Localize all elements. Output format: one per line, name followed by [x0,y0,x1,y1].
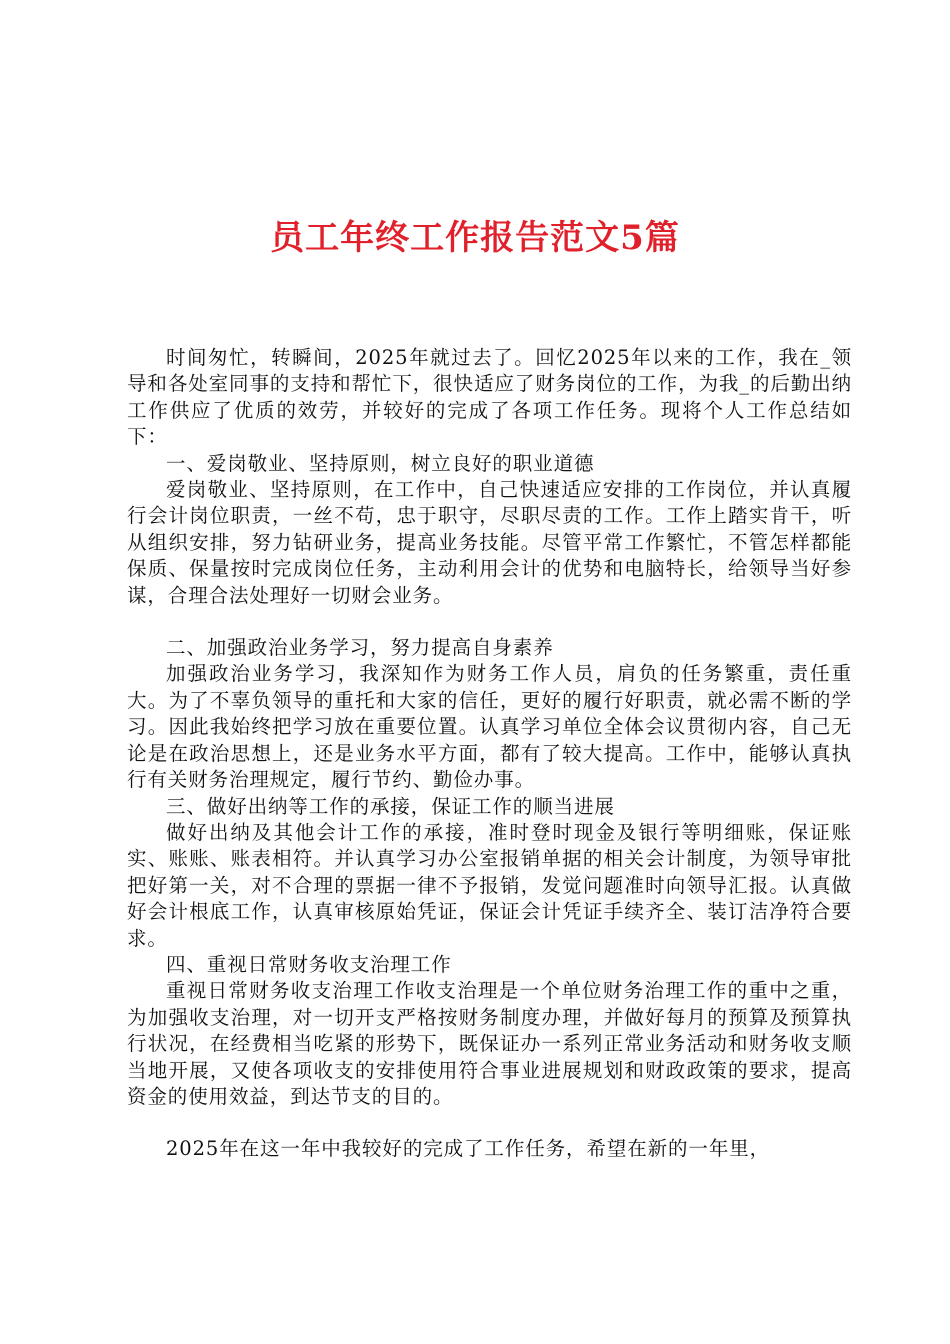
document-title: 员工年终工作报告范文5篇 [270,218,680,258]
document-body [127,345,852,1163]
section-paragraph-3: 做好出纳及其他会计工作的承接，准时登时现金及银行等明细账，保证账实、账账、账表相符。并认真学习办公室报销单据的相关会计制度，为领导审批把好第一关，对不合理的票据一律不予报销，发觉问题准时向领导汇报。认真做好会计根底工作，认真审核原始凭证，保证会计凭证手续齐全、装订洁净符合要求。 [127,820,852,950]
section-heading-1: 一、爱岗敬业、坚持原则，树立良好的职业道德 [166,451,595,475]
intro-paragraph: 时间匆忙，转瞬间，2025年就过去了。回忆2025年以来的工作，我在_领导和各处室同事的支持和帮忙下，很快适应了财务岗位的工作，为我_的后勤出纳工作供应了优质的效劳，并较好的完成了各项工作任务。现将个人工作总结如下： [127,346,852,449]
section-heading-3: 三、做好出纳等工作的承接，保证工作的顺当进展 [166,794,615,818]
section-paragraph-2: 加强政治业务学习，我深知作为财务工作人员，肩负的任务繁重，责任重大。为了不辜负领导的重托和大家的信任，更好的履行好职责，就必需不断的学习。因此我始终把学习放在重要位置。认真学习单位全体会议贯彻内容，自己无论是在政治思想上，还是业务水平方面，都有了较大提高。工作中，能够认真执行有关财务治理规定，履行节约、勤俭办事。 [127,662,852,792]
paragraph-gap [127,609,852,635]
section-paragraph-4: 重视日常财务收支治理工作收支治理是一个单位财务治理工作的重中之重，为加强收支治理，对一切开支严格按财务制度办理，并做好每月的预算及预算执行状况，在经费相当吃紧的形势下，既保证办一系列正常业务活动和财务收支顺当地开展，又使各项收支的安排使用符合事业进展规划和财政政策的要求，提高资金的使用效益，到达节支的目的。 [127,979,852,1108]
section-heading-2: 二、加强政治业务学习，努力提高自身素养 [166,636,554,660]
section-heading-4: 四、重视日常财务收支治理工作 [166,952,452,976]
section-paragraph-1: 爱岗敬业、坚持原则，在工作中，自己快速适应安排的工作岗位，并认真履行会计岗位职责，一丝不苟，忠于职守，尽职尽责的工作。工作上踏实肯干，听从组织安排，努力钻研业务，提高业务技能。尽管平常工作繁忙，不管怎样都能保质、保量按时完成岗位任务，主动利用会计的优势和电脑特长，给领导当好参谋，合理合法处理好一切财会业务。 [127,478,852,607]
closing-paragraph: 2025年在这一年中我较好的完成了工作任务，希望在新的一年里， [166,1137,771,1161]
